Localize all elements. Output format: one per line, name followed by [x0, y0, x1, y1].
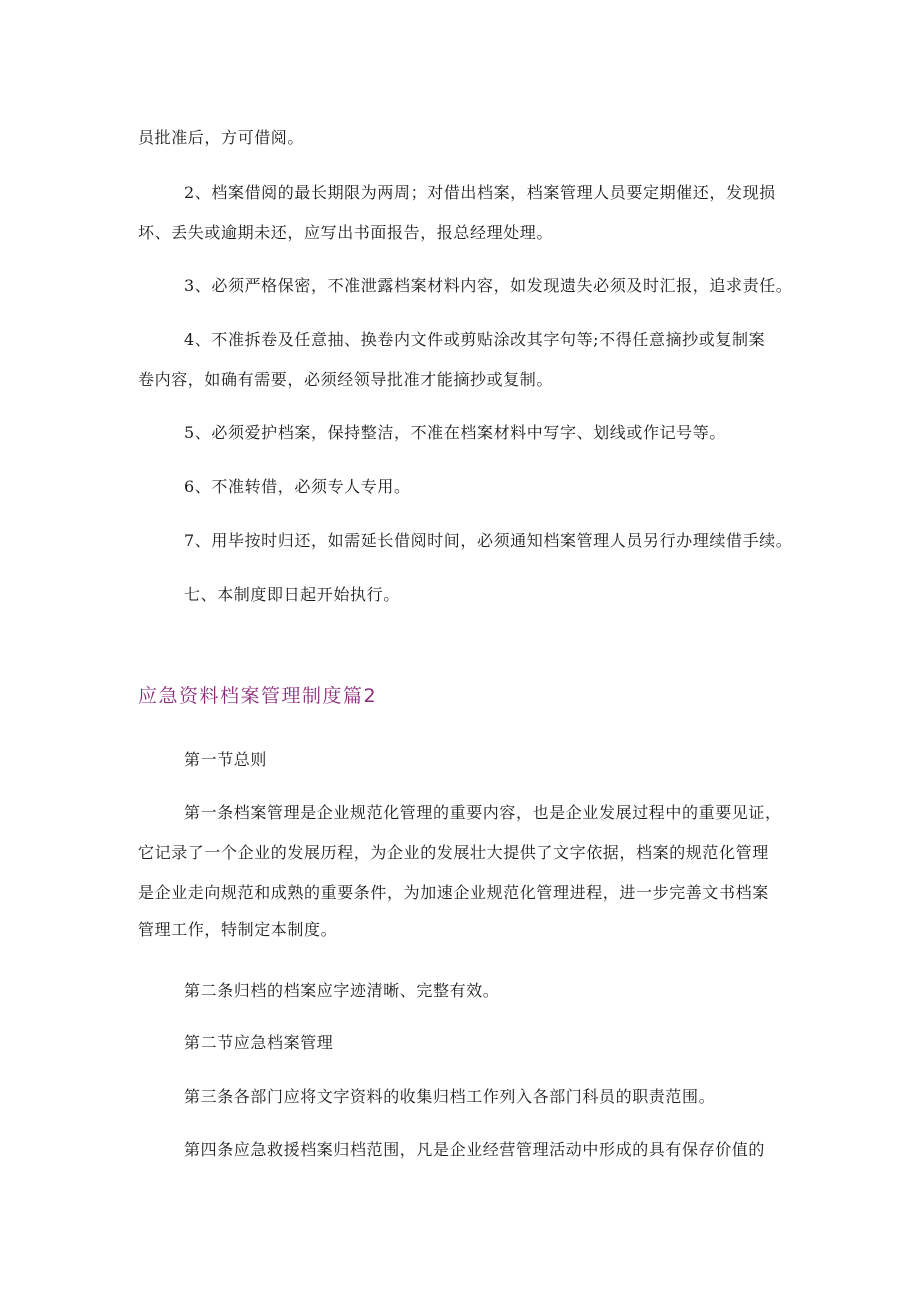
rule-item-7: 7、用毕按时归还，如需延长借阅时间，必须通知档案管理人员另行办理续借手续。	[184, 531, 793, 550]
rule-item-2-line-1: 2、档案借阅的最长期限为两周；对借出档案，档案管理人员要定期催还，发现损	[184, 183, 776, 202]
subsection-general: 第一节总则	[184, 750, 268, 769]
rule-item-5: 5、必须爱护档案，保持整洁，不准在档案材料中写字、划线或作记号等。	[184, 423, 726, 442]
article-1-line-3: 是企业走向规范和成熟的重要条件，为加速企业规范化管理进程，进一步完善文书档案	[138, 883, 769, 902]
article-3: 第三条各部门应将文字资料的收集归档工作列入各部门科员的职责范围。	[184, 1087, 716, 1106]
article-1-line-1: 第一条档案管理是企业规范化管理的重要内容，也是企业发展过程中的重要见证，	[184, 803, 782, 822]
rule-item-3: 3、必须严格保密，不准泄露档案材料内容，如发现遗失必须及时汇报，追求责任。	[184, 276, 793, 295]
section-heading: 应急资料档案管理制度篇2	[138, 685, 378, 707]
rule-item-6: 6、不准转借，必须专人专用。	[184, 477, 411, 496]
article-2: 第二条归档的档案应字迹清晰、完整有效。	[184, 981, 500, 1000]
rule-item-4-line-2: 卷内容，如确有需要，必须经领导批准才能摘抄或复制。	[138, 370, 554, 389]
continuation-line: 员批准后，方可借阅。	[138, 128, 305, 147]
article-1-line-4: 管理工作，特制定本制度。	[138, 920, 338, 939]
rule-item-4-line-1: 4、不准拆卷及任意抽、换卷内文件或剪贴涂改其字句等;不得任意摘抄或复制案	[184, 330, 766, 349]
article-1-line-2: 它记录了一个企业的发展历程，为企业的发展壮大提供了文字依据，档案的规范化管理	[138, 843, 769, 862]
closing-statement: 七、本制度即日起开始执行。	[184, 585, 400, 604]
subsection-emergency: 第二节应急档案管理	[184, 1033, 334, 1052]
article-4: 第四条应急救援档案归档范围，凡是企业经营管理活动中形成的具有保存价值的	[184, 1140, 766, 1159]
rule-item-2-line-2: 坏、丢失或逾期未还，应写出书面报告，报总经理处理。	[138, 223, 554, 242]
